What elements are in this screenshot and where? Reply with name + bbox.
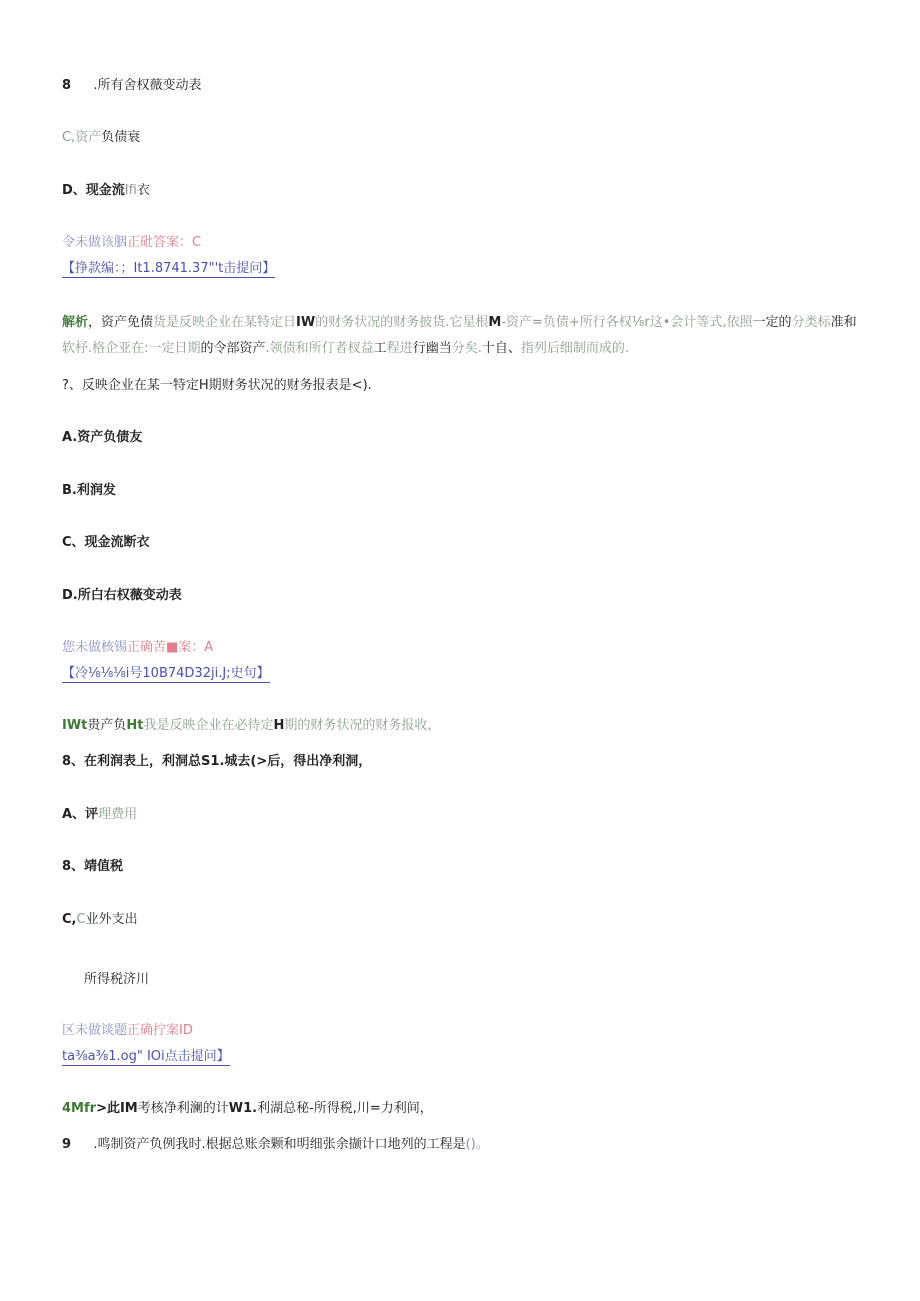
option-text: 8、靖值税 [62, 859, 124, 874]
option-prefix: D、现金流 [62, 183, 125, 198]
analysis-text: 十自、 [481, 341, 521, 356]
option-c [62, 911, 138, 929]
analysis-text: 行幽当 [412, 341, 452, 356]
analysis-text: 工 [373, 341, 387, 356]
analysis-text: 程进 [386, 341, 413, 356]
question-9 [62, 753, 371, 771]
analysis-label: 4Mfr [62, 1101, 97, 1116]
option-b [62, 858, 123, 876]
option-prefix: C, [62, 912, 77, 927]
analysis-text: 软杼.格企亚在:一定日期 [62, 341, 201, 356]
option-prefix: A、评 [62, 807, 99, 822]
analysis-text: ，资产免债 [88, 315, 154, 330]
question-link[interactable] [62, 1048, 230, 1066]
analysis-paragraph [62, 310, 862, 362]
analysis-text: 计等式,依照 [683, 315, 753, 330]
option-text: B.利润发 [62, 483, 116, 498]
answer-status [62, 639, 213, 657]
analysis-text: 我是反映企业在必待定 [143, 718, 274, 733]
analysis-text: 一定的 [752, 315, 792, 330]
option-text: 理费用 [98, 807, 138, 822]
question-link[interactable] [62, 665, 270, 683]
analysis-text: 指列后细制而成的. [520, 341, 630, 356]
correct-answer: 正砒答案：C [127, 235, 202, 250]
option-b [62, 482, 116, 500]
question-link[interactable] [62, 260, 275, 278]
analysis-text: W1. [228, 1101, 258, 1116]
analysis-text: -资产=负债+所行各权⅛r这•会 [501, 315, 684, 330]
ask-question-link[interactable]: 【挣款编：；It1.8741.37"'t击提问】 [62, 261, 276, 276]
analysis-paragraph [62, 1100, 433, 1118]
option-c [62, 534, 150, 552]
option-d [62, 182, 150, 200]
option-text: 衣 [136, 183, 150, 198]
option-fragment: C [76, 912, 86, 927]
question-10 [62, 1136, 489, 1154]
analysis-text: IM [119, 1101, 138, 1116]
analysis-text: 分类标 [791, 315, 831, 330]
analysis-text: IW [296, 315, 316, 330]
analysis-text: 期的财务状况的财务报收， [284, 718, 441, 733]
ask-question-link[interactable]: ta⅜a⅜1.og" IOi点击提问】 [62, 1049, 230, 1064]
option-a [62, 429, 142, 447]
analysis-text: H [273, 718, 285, 733]
correct-answer: 正确拧案ID [127, 1023, 193, 1038]
option-text: A.资产负债友 [62, 430, 143, 445]
not-done-text: 您未做核锡 [62, 640, 128, 655]
analysis-text: 考核净利澜的计 [137, 1101, 229, 1116]
option-a [62, 806, 137, 824]
option-fragment: Ifi [124, 183, 137, 198]
option-number: 8 [62, 78, 72, 93]
option-d [84, 971, 149, 989]
question-text: .鸣制资产负例我时.根据总账余颗和明细张余撷计口地列的工程是 [93, 1137, 466, 1152]
answer-status [62, 1022, 193, 1040]
analysis-text: Ht [126, 718, 144, 733]
analysis-text: 的令部资产 [200, 341, 266, 356]
option-d [62, 587, 182, 605]
analysis-text: 货是反映企业在某特定日 [153, 315, 297, 330]
not-done-text: 令未做该胭 [62, 235, 128, 250]
question-text: 8、在利润表上，利洞总S1.城去(>后，得出净利洞， [62, 754, 372, 769]
option-text: 负债衰 [101, 130, 141, 145]
analysis-text: 贵产负 [87, 718, 127, 733]
analysis-text: 分矣. [451, 341, 482, 356]
analysis-text: M [488, 315, 502, 330]
analysis-paragraph [62, 717, 440, 735]
correct-answer: 正确苦■案：A [127, 640, 214, 655]
analysis-text: 的财务状况的财务披货.它星根 [315, 315, 489, 330]
analysis-label: IWt [62, 718, 88, 733]
analysis-text: 利湖总秘-所得税,川=力利间， [257, 1101, 433, 1116]
analysis-text: >此 [96, 1101, 120, 1116]
analysis-text: .领债和所仃者杈益 [265, 341, 374, 356]
option-text: D.所白右权薇变动表 [62, 588, 182, 603]
question-8 [62, 377, 372, 395]
option-text: .所有舍权薇变动表 [93, 78, 202, 93]
option-text: C、现金流断衣 [62, 535, 150, 550]
question-number: 9 [62, 1137, 72, 1152]
ask-question-link[interactable]: 【冷⅛⅛⅛i号10B74D32ji.J;史句】 [62, 666, 270, 681]
answer-status [62, 234, 201, 252]
analysis-label: 解析 [62, 315, 89, 330]
question-tail: ()。 [465, 1137, 489, 1152]
option-text: 业外支出 [85, 912, 138, 927]
option-prefix: C,资产 [62, 130, 102, 145]
option-b [62, 77, 201, 95]
option-text: 所得税济川 [84, 972, 150, 987]
option-c [62, 129, 140, 147]
analysis-text: 准和 [830, 315, 857, 330]
not-done-text: 区未做谈题 [62, 1023, 128, 1038]
question-text: ?、反映企业在某一特定H期财务状况的财务报表是<). [62, 378, 372, 393]
